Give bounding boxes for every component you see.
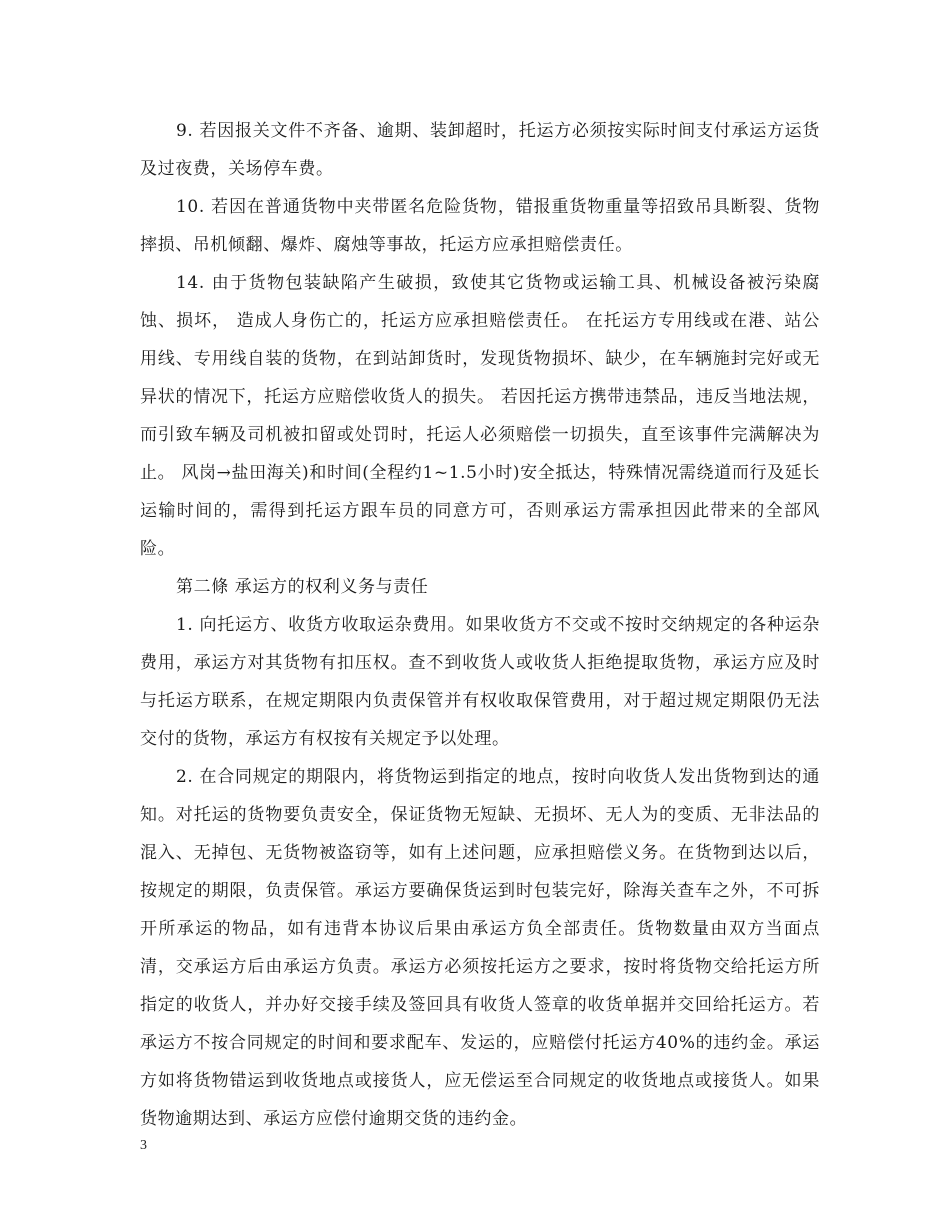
section-heading-article-2: 第二條 承运方的权利义务与责任 — [176, 577, 429, 597]
paragraph-clause-9: 9. 若因报关文件不齐备、逾期、装卸超时，托运方必须按实际时间支付承运方运货及过夜费，关场停车费。 — [140, 121, 820, 179]
page-number: 3 — [140, 1138, 147, 1153]
paragraph-clause-14: 14. 由于货物包装缺陷产生破损，致使其它货物或运输工具、机械设备被污染腐蚀、损坏， 造成人身伤亡的，托运方应承担赔偿责任。 在托运方专用线或在港、站公用线、专用线自装的货物，在到站卸货时，发现货物损坏、缺少，在车辆施封完好或无异状的情况下，托运方应赔偿收货人的损失。 若因托运方携带违禁品，违反当地法规，而引致车辆及司机被扣留或处罚时，托运人必须赔偿一切损失，直至该事件完满解决为止。 风岗→盐田海关)和时间(全程约1~1.5小时)安全抵达，特殊情况需绕道而行及延长运输时间的，需得到托运方跟车员的同意方可，否则承运方需承担因此带来的全部风险。 — [140, 273, 820, 559]
paragraph-carrier-item-2: 2. 在合同规定的期限内，将货物运到指定的地点，按时向收货人发出货物到达的通知。对托运的货物要负责安全，保证货物无短缺、无损坏、无人为的变质、无非法品的混入、无掉包、无货物被盗窃等，如有上述问题，应承担赔偿义务。在货物到达以后，按规定的期限，负责保管。承运方要确保货运到时包装完好，除海关查车之外，不可拆开所承运的物品，如有违背本协议后果由承运方负全部责任。货物数量由双方当面点清，交承运方后由承运方负责。承运方必须按托运方之要求，按时将货物交给托运方所指定的收货人，并办好交接手续及签回具有收货人签章的收货单据并交回给托运方。若承运方不按合同规定的时间和要求配车、发运的，应赔偿付托运方40%的违约金。承运方如将货物错运到收货地点或接货人，应无偿运至合同规定的收货地点或接货人。如果货物逾期达到、承运方应偿付逾期交货的违约金。 — [140, 767, 820, 1129]
paragraph-carrier-item-1: 1. 向托运方、收货方收取运杂费用。如果收货方不交或不按时交纳规定的各种运杂费用，承运方对其货物有扣压权。查不到收货人或收货人拒绝提取货物，承运方应及时与托运方联系，在规定期限内负责保管并有权收取保管费用，对于超过规定期限仍无法交付的货物，承运方有权按有关规定予以处理。 — [140, 615, 820, 749]
paragraph-clause-10: 10. 若因在普通货物中夹带匿名危险货物，错报重货物重量等招致吊具断裂、货物摔损、吊机倾翻、爆炸、腐烛等事故，托运方应承担赔偿责任。 — [140, 197, 820, 255]
document-body — [140, 112, 820, 1138]
